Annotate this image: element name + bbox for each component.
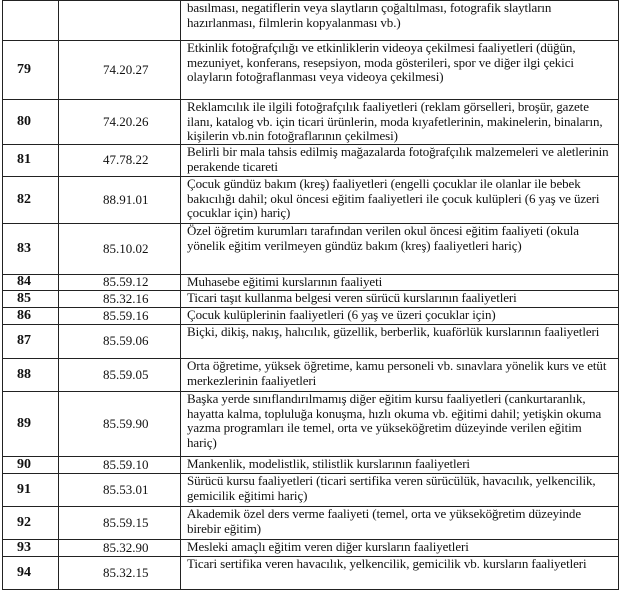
table-row xyxy=(3,177,619,224)
description-cell: basılması, negatiflerin veya slaytların çoğaltılması, fotografik slaytların hazırlanması, filmlerin kopyalanması vb.) xyxy=(181,1,619,41)
activity-code: 74.20.27 xyxy=(59,41,181,100)
row-number: 93 xyxy=(3,540,59,557)
activity-code: 85.59.90 xyxy=(59,392,181,457)
table-row xyxy=(3,291,619,308)
activity-code: 85.59.15 xyxy=(59,507,181,540)
row-number-cell xyxy=(3,1,59,41)
table-row xyxy=(3,507,619,540)
activity-description: Mesleki amaçlı eğitim veren diğer kursların faaliyetleri xyxy=(181,540,619,557)
activity-description: Başka yerde sınıflandırılmamış diğer eğitim kursu faaliyetleri (cankurtaranlık, hayatta kalma, topluluğa konuşma, hızlı okuma vb. eğitimi dahil; yetişkin okuma yazma programları ile temel, orta ve yükseköğretim düzeyinde verilen eğitim hariç) xyxy=(181,392,619,457)
row-number: 89 xyxy=(3,392,59,457)
table-row xyxy=(3,474,619,507)
activity-code: 85.32.16 xyxy=(59,291,181,308)
table-row xyxy=(3,145,619,177)
activity-description: Sürücü kursu faaliyetleri (ticari sertifika veren sürücülük, havacılık, yelkencilik, gemicilik eğitimi hariç) xyxy=(181,474,619,507)
row-number: 79 xyxy=(3,41,59,100)
activity-code: 85.32.15 xyxy=(59,557,181,590)
activity-description: Mankenlik, modelistlik, stilistlik kurslarının faaliyetleri xyxy=(181,457,619,474)
row-number: 85 xyxy=(3,291,59,308)
activity-code: 88.91.01 xyxy=(59,177,181,224)
row-number: 86 xyxy=(3,308,59,325)
row-number: 82 xyxy=(3,177,59,224)
activity-code: 85.59.06 xyxy=(59,325,181,359)
code-cell xyxy=(59,1,181,41)
row-number: 90 xyxy=(3,457,59,474)
activity-code: 85.32.90 xyxy=(59,540,181,557)
activity-code: 85.10.02 xyxy=(59,224,181,275)
activity-code: 85.59.05 xyxy=(59,359,181,392)
activity-description: Çocuk kulüplerinin faaliyetleri (6 yaş ve üzeri çocuklar için) xyxy=(181,308,619,325)
row-number: 88 xyxy=(3,359,59,392)
activity-description: Çocuk gündüz bakım (kreş) faaliyetleri (engelli çocuklar ile olanlar ile bebek bakıcılığı dahil; okul öncesi eğitim faaliyetleri ile çocuk kulüpleri (6 yaş ve üzeri çocuklar için) hariç) xyxy=(181,177,619,224)
table-row xyxy=(3,325,619,359)
row-number: 94 xyxy=(3,557,59,590)
activity-code: 85.59.12 xyxy=(59,275,181,291)
table-row xyxy=(3,275,619,291)
activity-description: Ticari taşıt kullanma belgesi veren sürücü kurslarının faaliyetleri xyxy=(181,291,619,308)
row-number: 81 xyxy=(3,145,59,177)
table-row xyxy=(3,392,619,457)
table-row xyxy=(3,41,619,100)
table-row xyxy=(3,224,619,275)
table-row xyxy=(3,540,619,557)
activity-description: Reklamcılık ile ilgili fotoğrafçılık faaliyetleri (reklam görselleri, broşür, gazete ilanı, katalog vb. için ticari ürünlerin, moda kıyafetlerinin, makinelerin, binaların, kişilerin vb.nin fotoğraflarının çekilmesi) xyxy=(181,100,619,145)
activity-code: 85.53.01 xyxy=(59,474,181,507)
activity-description: Muhasebe eğitimi kurslarının faaliyeti xyxy=(181,275,619,291)
activity-description: Özel öğretim kurumları tarafından verilen okul öncesi eğitim faaliyeti (okula yönelik eğitim verilmeyen gündüz bakım (kreş) faaliyetleri hariç) xyxy=(181,224,619,275)
activity-code: 85.59.16 xyxy=(59,308,181,325)
row-number: 83 xyxy=(3,224,59,275)
activity-table xyxy=(2,0,619,590)
activity-code: 47.78.22 xyxy=(59,145,181,177)
table-row xyxy=(3,1,619,41)
table-row xyxy=(3,557,619,590)
row-number: 84 xyxy=(3,275,59,291)
table-row xyxy=(3,100,619,145)
activity-description: Etkinlik fotoğrafçılığı ve etkinliklerin videoya çekilmesi faaliyetleri (düğün, mezuniyet, konferans, resepsiyon, moda gösterileri, spor ve diğer ilgi çekici olayların fotoğraflanması veya videoya çekilmesi) xyxy=(181,41,619,100)
activity-code-document xyxy=(2,0,618,590)
activity-description: Ticari sertifika veren havacılık, yelkencilik, gemicilik vb. kursların faaliyetleri xyxy=(181,557,619,590)
activity-description: Belirli bir mala tahsis edilmiş mağazalarda fotoğrafçılık malzemeleri ve aletlerinin perakende ticareti xyxy=(181,145,619,177)
row-number: 91 xyxy=(3,474,59,507)
row-number: 92 xyxy=(3,507,59,540)
table-row xyxy=(3,308,619,325)
activity-code: 85.59.10 xyxy=(59,457,181,474)
activity-description: Orta öğretime, yüksek öğretime, kamu personeli vb. sınavlara yönelik kurs ve etüt merkezlerinin faaliyetleri xyxy=(181,359,619,392)
row-number: 87 xyxy=(3,325,59,359)
activity-description: Akademik özel ders verme faaliyeti (temel, orta ve yükseköğretim düzeyinde birebir eğitim) xyxy=(181,507,619,540)
activity-description: Biçki, dikiş, nakış, halıcılık, güzellik, berberlik, kuaförlük kurslarının faaliyetleri xyxy=(181,325,619,359)
table-row xyxy=(3,457,619,474)
row-number: 80 xyxy=(3,100,59,145)
activity-code: 74.20.26 xyxy=(59,100,181,145)
table-row xyxy=(3,359,619,392)
